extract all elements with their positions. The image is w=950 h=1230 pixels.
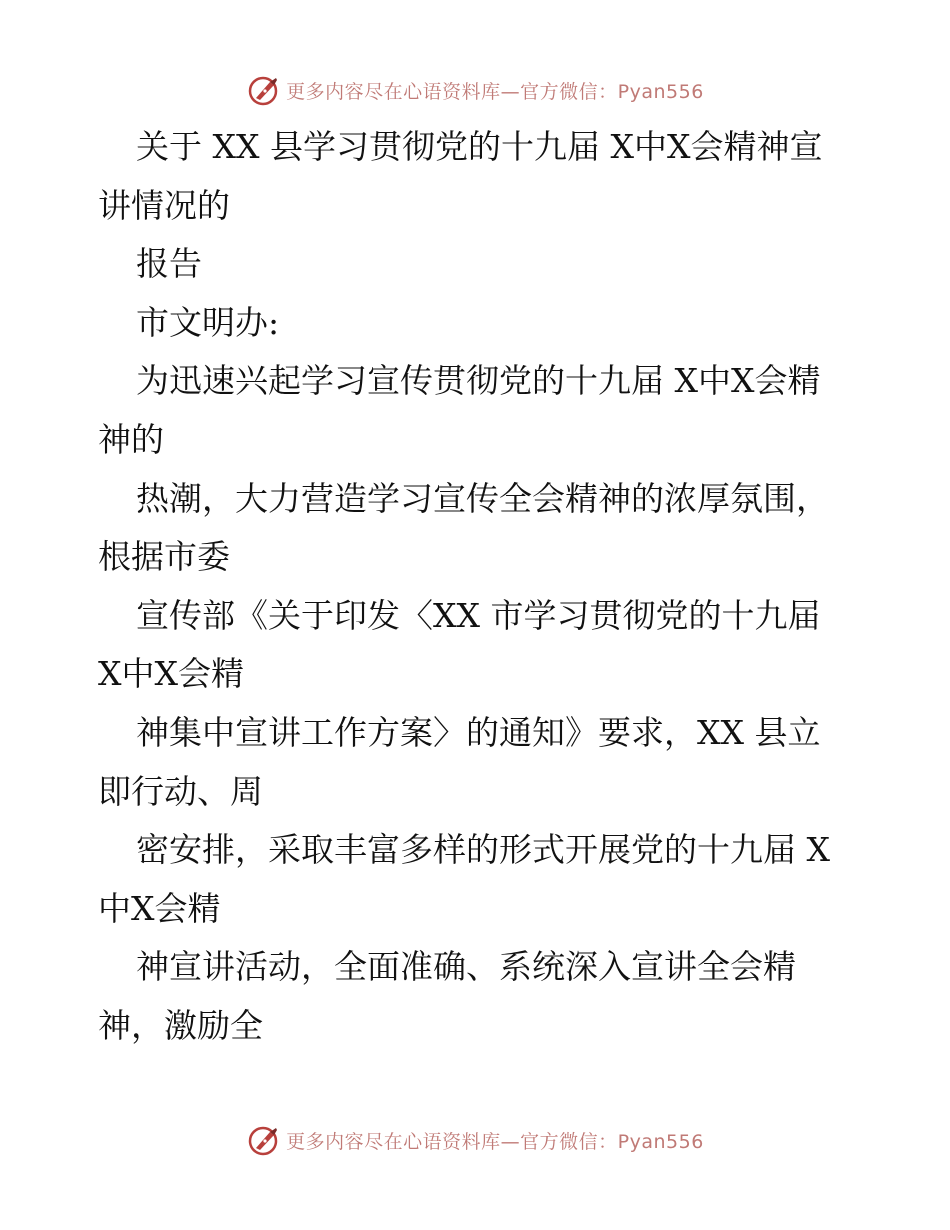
document-line: 报告	[136, 244, 202, 284]
pen-nib-logo-icon	[246, 1122, 282, 1158]
pen-nib-logo-icon	[246, 72, 282, 108]
document-line: 即行动、周	[98, 771, 263, 811]
document-line: 神的	[98, 419, 164, 459]
document-line: 密安排，采取丰富多样的形式开展党的十九届 X	[136, 830, 830, 870]
document-body	[98, 118, 858, 1056]
document-line: 关于 XX 县学习贯彻党的十九届 X中X会精神宣	[136, 127, 823, 166]
document-line: 中X会精	[98, 888, 221, 928]
document-line: X中X会精	[98, 654, 244, 694]
document-line: 神，激励全	[98, 1005, 263, 1045]
document-line: 根据市委	[98, 537, 230, 577]
watermark-text: 更多内容尽在心语资料库—官方微信：Pyan556	[286, 80, 704, 103]
document-line: 宣传部《关于印发〈XX 市学习贯彻党的十九届	[136, 595, 821, 635]
document-line: 讲情况的	[98, 185, 230, 225]
document-line: 神集中宣讲工作方案〉的通知》要求，XX 县立	[136, 712, 821, 752]
watermark-footer	[0, 1120, 950, 1160]
document-line: 市文明办:	[136, 302, 280, 342]
document-line: 神宣讲活动，全面准确、系统深入宣讲全会精	[136, 947, 796, 987]
watermark-header	[0, 70, 950, 110]
document-line: 热潮，大力营造学习宣传全会精神的浓厚氛围，	[136, 478, 829, 518]
watermark-text: 更多内容尽在心语资料库—官方微信：Pyan556	[286, 1130, 704, 1153]
document-line: 为迅速兴起学习宣传贯彻党的十九届 X中X会精	[136, 361, 821, 401]
